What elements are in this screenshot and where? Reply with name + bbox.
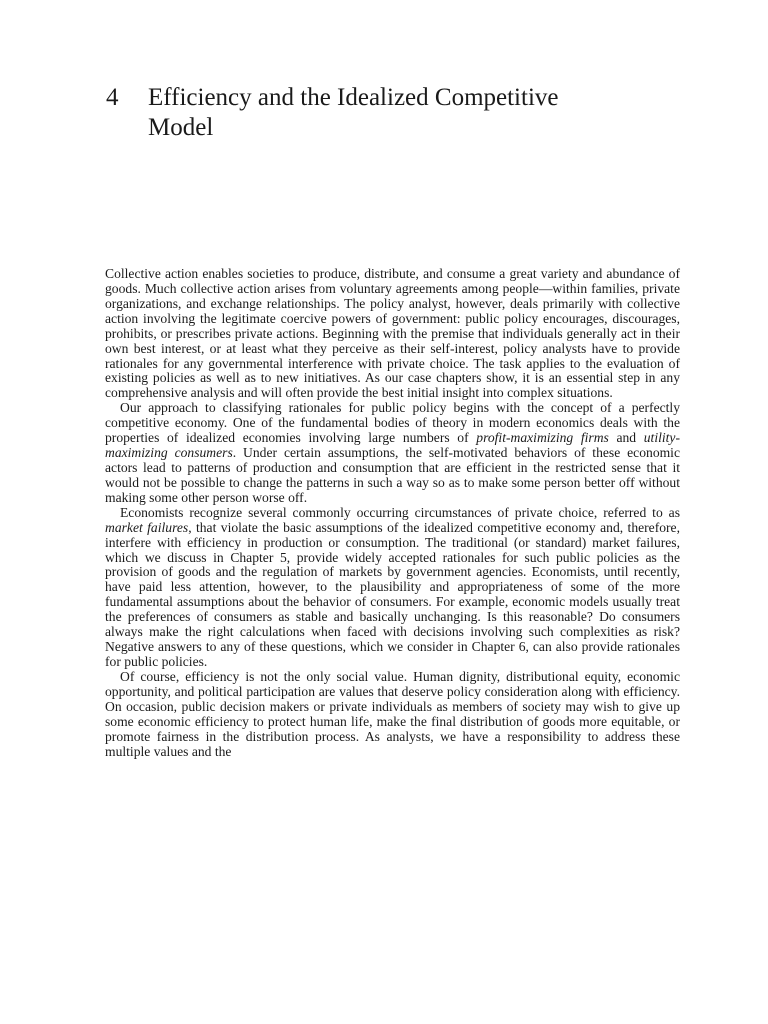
paragraph-1-text: Collective action enables societies to produce, distribute, and consume a great variety and abundance of goods. Much collective action arises from voluntary agreements among people—within families, private organizations, and exchange relationships. The policy analyst, however, deals primarily with collective action involving the legitimate coercive powers of government: public policy encourages, discourages, prohibits, or prescribes private actions. Beginning with the premise that individuals generally act in their own best interest, or at least what they perceive as their self-interest, policy analysts have to provide rationales for any governmental interference with private choice. The task applies to the evaluation of existing policies as well as to new initiatives. As our case chapters show, it is an essential step in any comprehensive analysis and will often provide the best initial insight into complex situations.: [105, 266, 680, 401]
paragraph-2-text-a: Our approach to classifying rationales for public policy begins with the concept of a perfectly competitive economy. One of the fundamental bodies of theory in modern economics deals with the properties of idealized economies involving large numbers of: [105, 400, 680, 446]
paragraph-3: [105, 506, 680, 670]
paragraph-1: [105, 267, 680, 401]
chapter-number: 4: [106, 84, 119, 111]
paragraph-4: [105, 670, 680, 760]
paragraph-4-text: Of course, efficiency is not the only social value. Human dignity, distributional equity, economic opportunity, and political participation are values that deserve policy consideration along with efficiency. On occasion, public decision makers or private individuals as members of society may wish to give up some economic efficiency to protect human life, make the final distribution of goods more equitable, or promote fairness in the distribution process. As analysts, we have a responsibility to address these multiple values and the: [105, 668, 680, 759]
term-profit-maximizing-firms: profit-maximizing firms: [476, 430, 609, 446]
body-text: [105, 267, 680, 759]
term-utility-maximizing-consumers: utility-maximizing consumers: [105, 430, 680, 461]
paragraph-3-text-b: , that violate the basic assumptions of the idealized competitive economy and, therefore, interfere with efficiency in production or consumption. The traditional (or standard) market failures, which we discuss in Chapter 5, provide widely accepted rationales for such public policies as the provision of goods and the regulation of markets by government agencies. Economists, until recently, have paid less attention, however, to the plausibility and appropriateness of some of the more fundamental assumptions about the behavior of consumers. For example, economic models usually treat the preferences of consumers as stable and basically unchanging. Is this reasonable? Do consumers always make the right calculations when faced with decisions involving such complexities as risk? Negative answers to any of these questions, which we consider in Chapter 6, can also provide rationales for public policies.: [105, 519, 680, 669]
term-market-failures: market failures: [105, 519, 189, 535]
paragraph-2-text-c: . Under certain assumptions, the self-motivated behaviors of these economic actors lead to patterns of production and consumption that are efficient in the restricted sense that it would not be possible to change the patterns in such a way so as to make some person better off without making some other person worse off.: [105, 445, 680, 505]
paragraph-2-text-b: and: [608, 430, 644, 446]
chapter-title-line-2: Model: [148, 114, 214, 141]
chapter-title-line-1: Efficiency and the Idealized Competitive: [148, 84, 559, 111]
paragraph-3-text-a: Economists recognize several commonly occurring circumstances of private choice, referred to as: [120, 504, 680, 520]
paragraph-2: [105, 401, 680, 505]
chapter-title: [148, 83, 559, 143]
chapter-heading: [106, 83, 686, 143]
